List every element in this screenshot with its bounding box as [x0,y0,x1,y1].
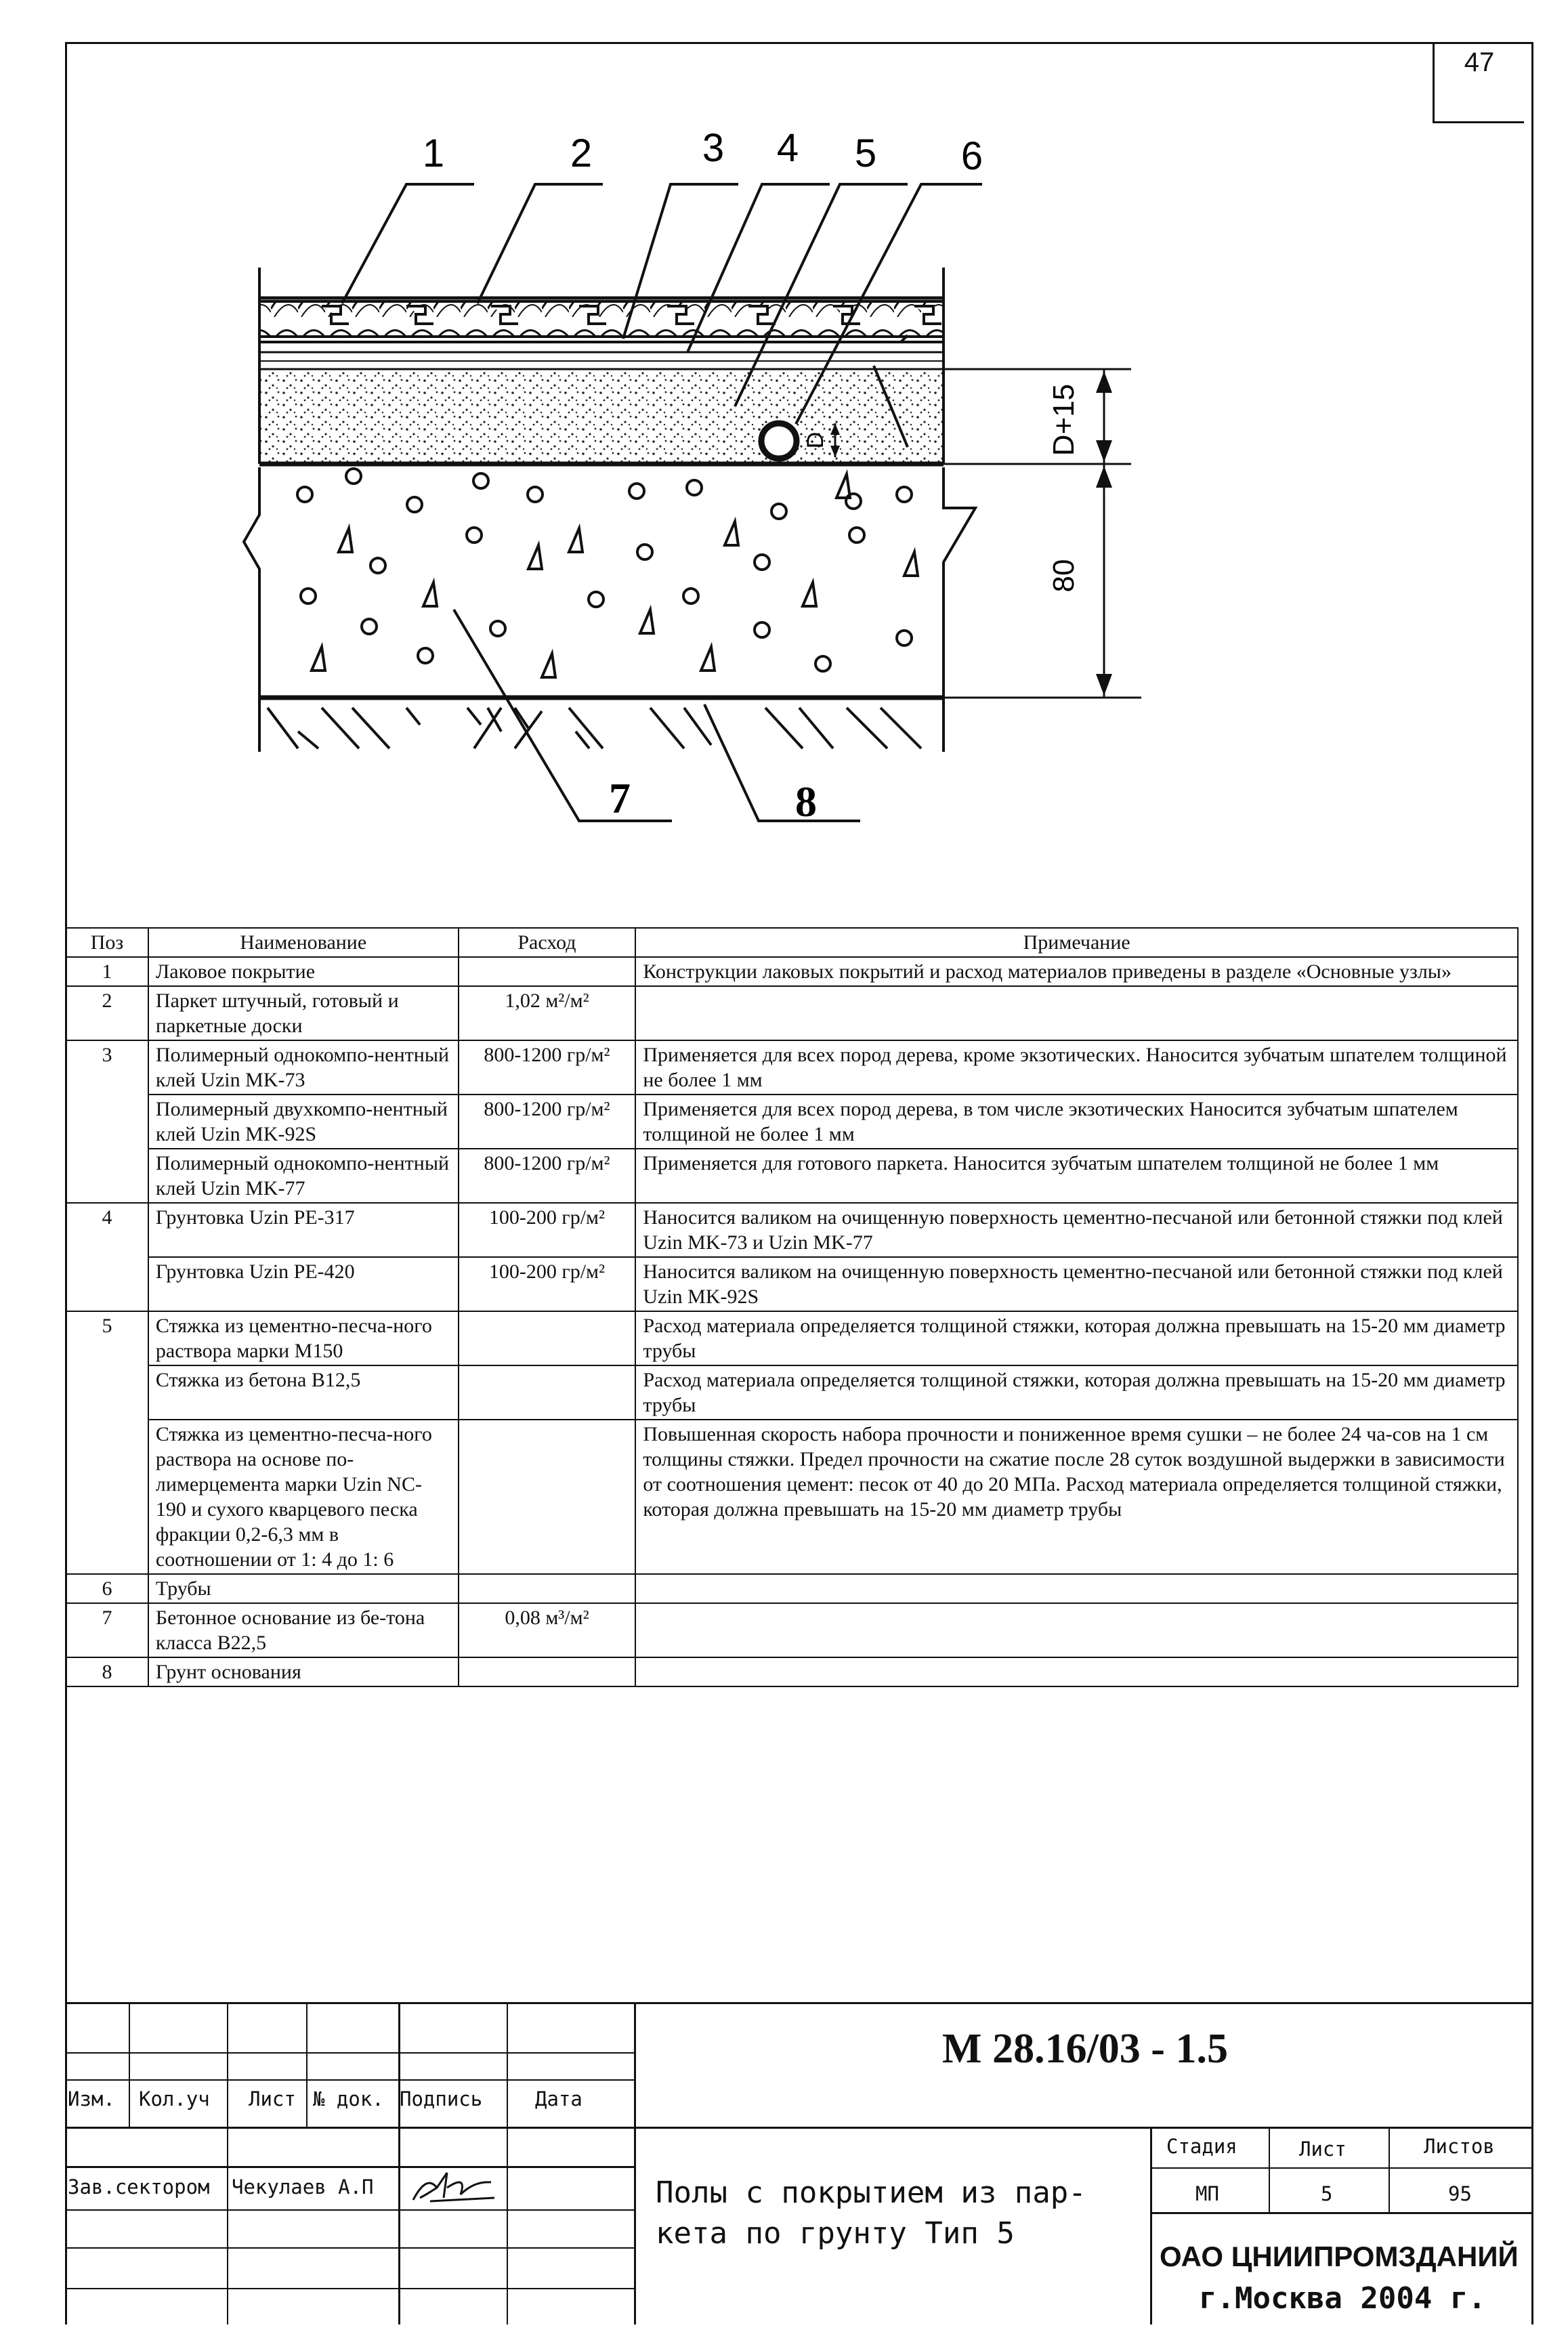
row-rate: 100-200 гр/м² [459,1203,636,1257]
row-pos: 4 [66,1203,148,1311]
row-name: Бетонное основание из бе-тона класса В22,5 [148,1603,459,1657]
row-name: Полимерный двухкомпо-нентный клей Uzin MK-92S [148,1095,459,1149]
dim-pipe: D [803,431,828,449]
row-name: Стяжка из цементно-песча-ного раствора марки М150 [148,1311,459,1365]
row-note: Расход материала определяется толщиной стяжки, которая должна превышать на 15-20 мм диаметр трубы [635,1311,1518,1365]
table-row [66,1203,1518,1257]
row-rate [459,1574,636,1603]
table-row [66,957,1518,986]
callout-4: 4 [776,126,799,170]
callout-6: 6 [960,134,983,178]
callout-3: 3 [702,126,725,170]
row-note [635,1657,1518,1686]
row-rate: 800-1200 гр/м² [459,1040,636,1095]
sheets-value: 95 [1448,2182,1472,2205]
table-row [66,1257,1518,1311]
dim-screed: D+15 [1047,383,1080,456]
row-name: Грунтовка Uzin PE-317 [148,1203,459,1257]
row-name: Стяжка из бетона В12,5 [148,1365,459,1420]
row-name: Лаковое покрытие [148,957,459,986]
row-name: Паркет штучный, готовый и паркетные доски [148,986,459,1040]
callout-8: 8 [795,778,817,826]
row-note: Применяется для готового паркета. Наносится зубчатым шпателем толщиной не более 1 мм [635,1149,1518,1203]
row-rate [459,957,636,986]
callout-7: 7 [609,774,631,822]
row-pos: 6 [66,1574,148,1603]
row-note: Наносится валиком на очищенную поверхность цементно-песчаной или бетонной стяжки под клей Uzin MK-73 и Uzin MK-77 [635,1203,1518,1257]
header-note: Примечание [635,928,1518,957]
row-name: Грунт основания [148,1657,459,1686]
row-note [635,1603,1518,1657]
role-label: Зав.сектором [68,2175,210,2199]
col-doc-no: № док. [313,2087,384,2110]
row-name: Грунтовка Uzin PE-420 [148,1257,459,1311]
row-note [635,986,1518,1040]
callout-leaders [342,184,982,821]
sheets-label: Листов [1424,2135,1495,2158]
col-kol-uch: Кол.уч [139,2087,210,2110]
person-name: Чекулаев А.П [232,2175,374,2199]
document-code: М 28.16/03 - 1.5 [942,2026,1228,2072]
row-name: Полимерный однокомпо-нентный клей Uzin MK-77 [148,1149,459,1203]
row-note: Расход материала определяется толщиной стяжки, которая должна превышать на 15-20 мм диаметр трубы [635,1365,1518,1420]
page-number: 47 [1464,47,1495,77]
row-rate: 800-1200 гр/м² [459,1095,636,1149]
organization-name: ОАО ЦНИИПРОМЗДАНИЙ [1160,2241,1519,2272]
row-note: Применяется для всех пород дерева, кроме экзотических. Наносится зубчатым шпателем толщиной не более 1 мм [635,1040,1518,1095]
row-note: Применяется для всех пород дерева, в том числе экзотических Наносится зубчатым шпателем толщиной не более 1 мм [635,1095,1518,1149]
row-pos: 1 [66,957,148,986]
organization-city: г.Москва 2004 г. [1199,2281,1486,2316]
dim-base: 80 [1047,559,1080,593]
floor-section-drawing [0,0,1568,880]
row-rate: 1,02 м²/м² [459,986,636,1040]
parquet-layer [259,298,944,361]
sheet-value: 5 [1321,2182,1333,2205]
table-row [66,986,1518,1040]
table-row [66,1657,1518,1686]
sheet-label: Лист [1299,2138,1347,2161]
soil-hatch [259,698,944,752]
callout-2: 2 [570,131,593,175]
row-pos: 7 [66,1603,148,1657]
specification-table [65,927,1519,1687]
row-note: Наносится валиком на очищенную поверхность цементно-песчаной или бетонной стяжки под клей Uzin MK-92S [635,1257,1518,1311]
title-line-2: кета по грунту Тип 5 [656,2216,1015,2251]
row-rate [459,1311,636,1365]
col-signature: Подпись [400,2087,483,2110]
row-name: Полимерный однокомпо-нентный клей Uzin MK-73 [148,1040,459,1095]
stage-label: Стадия [1166,2135,1237,2158]
pipe-icon [761,423,797,459]
header-pos: Поз [66,928,148,957]
table-row [66,1365,1518,1420]
row-name: Трубы [148,1574,459,1603]
row-note: Повышенная скорость набора прочности и пониженное время сушки – не более 24 ча-сов на 1 см толщины стяжки. Предел прочности на сжатие после 28 суток воздушной выдержки в зависимости от соотношения цемент: песок от 40 до 20 МПа. Расход материала определяется толщиной стяжки, которая должна превышать на 15-20 мм диаметр трубы [635,1420,1518,1574]
row-pos: 2 [66,986,148,1040]
table-row [66,1095,1518,1149]
stage-value: МП [1195,2182,1219,2205]
col-date: Дата [535,2087,582,2110]
row-pos: 5 [66,1311,148,1574]
signature-mark [406,2167,501,2207]
row-pos: 8 [66,1657,148,1686]
col-list: Лист [249,2087,296,2110]
callout-5: 5 [854,131,877,175]
title-line-1: Полы с покрытием из пар- [656,2175,1086,2210]
table-row [66,1574,1518,1603]
row-rate: 800-1200 гр/м² [459,1149,636,1203]
col-izm: Изм. [68,2087,115,2110]
row-rate [459,1420,636,1574]
row-note [635,1574,1518,1603]
row-rate [459,1657,636,1686]
header-name: Наименование [148,928,459,957]
concrete-base [244,467,975,698]
table-row [66,1420,1518,1574]
header-rate: Расход [459,928,636,957]
table-row [66,1040,1518,1095]
table-header-row [66,928,1518,957]
table-row [66,1603,1518,1657]
row-pos: 3 [66,1040,148,1203]
row-note: Конструкции лаковых покрытий и расход материалов приведены в разделе «Основные узлы» [635,957,1518,986]
row-name: Стяжка из цементно-песча-ного раствора на основе по-лимерцемента марки Uzin NC-190 и сухого кварцевого песка фракции 0,2-6,3 мм в соотношении от 1: 4 до 1: 6 [148,1420,459,1574]
table-row [66,1149,1518,1203]
callout-1: 1 [422,131,445,175]
row-rate: 0,08 м³/м² [459,1603,636,1657]
row-rate [459,1365,636,1420]
table-row [66,1311,1518,1365]
row-rate: 100-200 гр/м² [459,1257,636,1311]
